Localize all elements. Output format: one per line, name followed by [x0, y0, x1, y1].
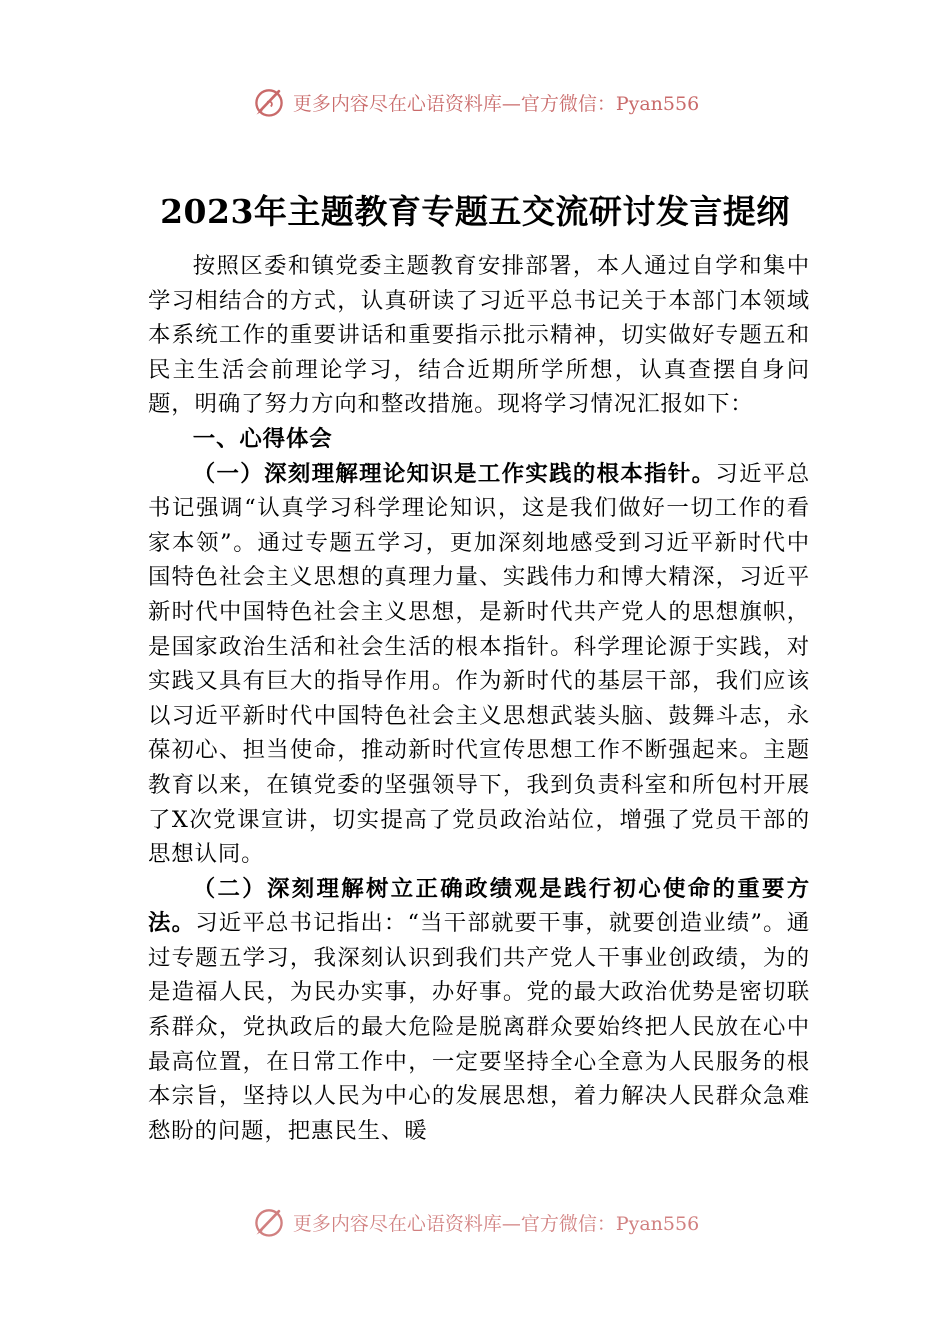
- watermark-top: [0, 82, 950, 122]
- point2-body: 习近平总书记指出：“当干部就要干事，就要创造业绩”。通过专题五学习，我深刻认识到我们共产党人干事业创政绩，为的是造福人民，为民办实事，办好事。党的最大政治优势是密切联系群众，党执政后的最大危险是脱离群众要始终把人民放在心中最高位置，在日常工作中，一定要坚持全心全意为人民服务的根本宗旨，坚持以人民为中心的发展思想，着力解决人民群众急难愁盼的问题，把惠民生、暖: [148, 910, 810, 1144]
- pen-logo-icon: [251, 1205, 287, 1239]
- section1-heading: 一、心得体会: [192, 425, 333, 452]
- intro-paragraph: 按照区委和镇党委主题教育安排部署，本人通过自学和集中学习相结合的方式，认真研读了习近平总书记关于本部门本领域本系统工作的重要讲话和重要指示批示精神，切实做好专题五和民主生活会前理论学习，结合近期所学所想，认真查摆自身问题，明确了努力方向和整改措施。现将学习情况汇报如下：: [148, 253, 810, 418]
- pen-logo-icon: [251, 84, 287, 120]
- watermark-bottom: [0, 1205, 950, 1239]
- watermark-bottom-text: 更多内容尽在心语资料库—官方微信：Pyan556: [292, 1212, 700, 1235]
- point1-paragraph: [148, 457, 810, 872]
- document-body: [148, 249, 810, 1148]
- point2-paragraph: [148, 872, 810, 1149]
- point1-lead: （一）深刻理解理论知识是工作实践的根本指针。: [192, 460, 716, 487]
- document-title: 2023年主题教育专题五交流研讨发言提纲: [160, 192, 790, 231]
- point2-lead: （二）深刻理解树立正确政绩观是践行初心使命的重要方法。: [148, 875, 810, 937]
- point1-body: 习近平总书记强调“认真学习科学理论知识，这是我们做好一切工作的看家本领”。通过专题五学习，更加深刻地感受到习近平新时代中国特色社会主义思想的真理力量、实践伟力和博大精深，习近平新时代中国特色社会主义思想，是新时代共产党人的思想旗帜，是国家政治生活和社会生活的根本指针。科学理论源于实践，对实践又具有巨大的指导作用。作为新时代的基层干部，我们应该以习近平新时代中国特色社会主义思想武装头脑、鼓舞斗志，永葆初心、担当使命，推动新时代宣传思想工作不断强起来。主题教育以来，在镇党委的坚强领导下，我到负责科室和所包村开展了X次党课宣讲，切实提高了党员政治站位，增强了党员干部的思想认同。: [148, 460, 810, 868]
- watermark-top-text: 更多内容尽在心语资料库—官方微信：Pyan556: [292, 92, 700, 115]
